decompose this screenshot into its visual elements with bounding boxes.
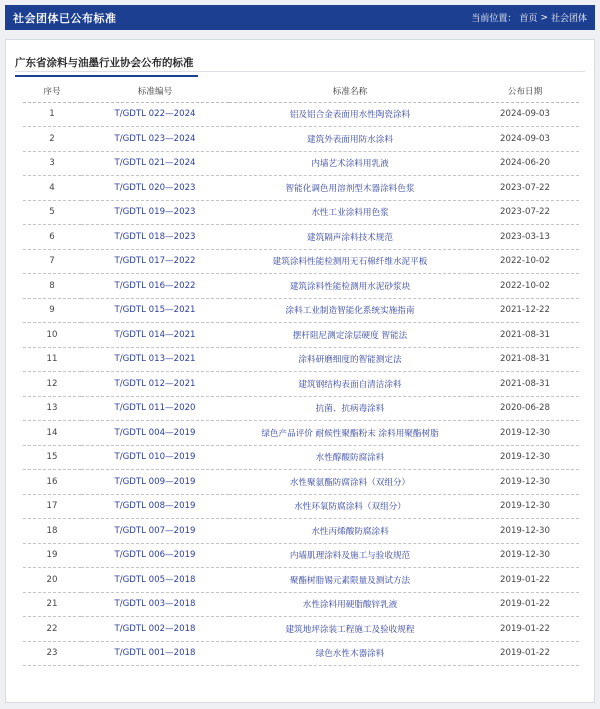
cell-text: 2019-12-30 [500,501,550,512]
cell-index [23,519,81,544]
standard-name-link[interactable]: 涂料研磨细度的智能测定法 [298,355,402,366]
standard-code-link[interactable]: T/GDTL 008—2019 [114,501,196,512]
cell-date [471,568,579,593]
table-row [23,200,579,225]
cell-text: 2021-12-22 [500,305,550,316]
cell-text: 2021-08-31 [500,354,550,365]
cell-text: 2019-12-30 [500,476,550,487]
standard-name-link[interactable]: 聚酯树脂锡元素限量及测试方法 [289,575,411,586]
cell-date [471,372,579,397]
column-header-index: 序号 [23,80,81,102]
cell-name [229,568,471,593]
standard-name-link[interactable]: 建筑外表面用防水涂料 [307,134,393,145]
table-row [23,102,579,127]
cell-name [229,298,471,323]
cell-code [81,445,229,470]
cell-index [23,470,81,495]
breadcrumb-label: 当前位置： [471,14,517,24]
cell-name [229,421,471,446]
cell-date [471,421,579,446]
cell-text: 6 [49,231,55,242]
cell-index [23,568,81,593]
cell-code [81,494,229,519]
table-row [23,347,579,372]
standard-code-link[interactable]: T/GDTL 010—2019 [114,452,196,463]
table-row [23,225,579,250]
standard-code-link[interactable]: T/GDTL 005—2018 [114,574,196,585]
cell-date [471,127,579,152]
table-header-row [23,80,579,102]
cell-text: 9 [49,305,55,316]
cell-index [23,323,81,348]
breadcrumb-separator: > [540,12,548,23]
cell-text: 18 [46,525,58,536]
standard-name-link[interactable]: 水性环氧防腐涂料（双组分） [294,502,406,513]
cell-text: 12 [46,378,58,389]
standard-code-link[interactable]: T/GDTL 001—2018 [114,648,196,659]
standards-panel [5,39,595,703]
breadcrumb-home-link[interactable]: 首页 [519,14,538,24]
cell-code [81,347,229,372]
cell-text: 10 [46,329,58,340]
cell-index [23,592,81,617]
table-row [23,543,579,568]
cell-code [81,200,229,225]
table-row [23,396,579,421]
cell-text: 2019-12-30 [500,452,550,463]
cell-name [229,519,471,544]
cell-date [471,617,579,642]
cell-text: 2019-12-30 [500,427,550,438]
cell-text: 2 [49,133,55,144]
cell-date [471,543,579,568]
cell-index [23,372,81,397]
cell-code [81,592,229,617]
cell-name [229,249,471,274]
table-row [23,298,579,323]
cell-text: 16 [46,476,58,487]
cell-text: 2024-09-03 [500,133,550,144]
table-row [23,470,579,495]
standard-name-link[interactable]: 水性涂料用硬脂酸锌乳液 [302,600,398,611]
cell-text: 2019-01-22 [500,574,550,585]
cell-text: 15 [46,452,58,463]
standard-name-link[interactable]: 建筑隔声涂料技术规范 [307,232,393,243]
cell-code [81,176,229,201]
standard-code-link[interactable]: T/GDTL 019—2023 [114,207,196,218]
cell-name [229,200,471,225]
standard-name-link[interactable]: 智能化调色用溶剂型木器涂料色浆 [285,183,415,194]
standard-name-link[interactable]: 水性丙烯酸防腐涂料 [311,526,389,537]
standard-name-link[interactable]: 水性醇酸防腐涂料 [315,453,385,464]
page-header-bar [5,5,595,30]
cell-date [471,347,579,372]
cell-text: 21 [46,599,58,610]
table-row [23,249,579,274]
standard-name-link[interactable]: 绿色产品评价 耐候性聚酯粉末 涂料用聚酯树脂 [261,428,439,439]
table-row [23,494,579,519]
standard-code-link[interactable]: T/GDTL 013—2021 [114,354,196,365]
cell-name [229,396,471,421]
cell-name [229,543,471,568]
cell-code [81,323,229,348]
cell-name [229,494,471,519]
cell-code [81,225,229,250]
cell-text: 1 [49,109,55,120]
cell-date [471,176,579,201]
breadcrumb-current-link[interactable]: 社会团体 [550,14,587,24]
table-row [23,176,579,201]
table-row [23,274,579,299]
cell-index [23,225,81,250]
column-header-date: 公布日期 [471,80,579,102]
table-row [23,323,579,348]
cell-name [229,347,471,372]
cell-date [471,323,579,348]
cell-code [81,568,229,593]
cell-index [23,445,81,470]
cell-date [471,470,579,495]
standard-name-link[interactable]: 水性聚氨酯防腐涂料（双组分） [289,477,411,488]
cell-text: 2023-07-22 [500,207,550,218]
cell-code [81,372,229,397]
cell-date [471,249,579,274]
standard-name-link[interactable]: 绿色水性木器涂料 [315,649,385,660]
cell-text: 22 [46,623,58,634]
table-row [23,641,579,666]
cell-text: 2019-01-22 [500,648,550,659]
cell-code [81,641,229,666]
cell-text: 2019-12-30 [500,550,550,561]
page-title: 社会团体已公布标准 [13,11,117,25]
cell-text: 2020-06-28 [500,403,550,414]
cell-date [471,592,579,617]
cell-text: 11 [46,354,58,365]
standard-name-link[interactable]: 铝及铝合金表面用水性陶瓷涂料 [289,110,411,121]
standard-code-link[interactable]: T/GDTL 016—2022 [114,280,196,291]
cell-text: 2022-10-02 [500,280,550,291]
cell-text: 8 [49,280,55,291]
standard-name-link[interactable]: 摆杆阻尼测定涂层硬度 智能法 [292,330,408,341]
cell-index [23,641,81,666]
cell-text: 7 [49,256,55,267]
standard-name-link[interactable]: 建筑涂料性能检测用无石棉纤维水泥平板 [272,257,428,268]
standards-table [23,80,579,666]
cell-text: 14 [46,427,58,438]
cell-index [23,298,81,323]
cell-date [471,298,579,323]
cell-text: 2023-03-13 [500,231,550,242]
cell-text: 13 [46,403,58,414]
standard-code-link[interactable]: T/GDTL 017—2022 [114,256,196,267]
standard-code-link[interactable]: T/GDTL 023—2024 [114,133,196,144]
cell-name [229,323,471,348]
standard-name-link[interactable]: 建筑钢结构表面自清洁涂料 [298,379,402,390]
cell-text: 2022-10-02 [500,256,550,267]
cell-date [471,151,579,176]
cell-index [23,200,81,225]
cell-name [229,102,471,127]
standard-code-link[interactable]: T/GDTL 022—2024 [114,109,196,120]
standard-code-link[interactable]: T/GDTL 006—2019 [114,550,196,561]
cell-text: 2021-08-31 [500,329,550,340]
cell-text: 3 [49,158,55,169]
table-row [23,445,579,470]
standard-code-link[interactable]: T/GDTL 007—2019 [114,525,196,536]
cell-index [23,396,81,421]
cell-name [229,127,471,152]
cell-name [229,470,471,495]
table-row [23,421,579,446]
cell-code [81,127,229,152]
cell-index [23,102,81,127]
cell-code [81,102,229,127]
standard-name-link[interactable]: 水性工业涂料用色浆 [311,208,389,219]
table-row [23,568,579,593]
standard-code-link[interactable]: T/GDTL 021—2024 [114,158,196,169]
cell-index [23,176,81,201]
cell-text: 17 [46,501,58,512]
table-row [23,127,579,152]
standard-code-link[interactable]: T/GDTL 018—2023 [114,231,196,242]
cell-code [81,421,229,446]
cell-date [471,396,579,421]
standard-code-link[interactable]: T/GDTL 020—2023 [114,182,196,193]
table-row [23,151,579,176]
cell-name [229,445,471,470]
cell-code [81,470,229,495]
cell-date [471,519,579,544]
cell-code [81,298,229,323]
table-row [23,372,579,397]
table-row [23,617,579,642]
cell-date [471,445,579,470]
standard-code-link[interactable]: T/GDTL 004—2019 [114,427,196,438]
cell-name [229,151,471,176]
standard-name-link[interactable]: 建筑地坪涂装工程施工及验收规程 [285,624,415,635]
table-row [23,519,579,544]
cell-text: 2023-07-22 [500,182,550,193]
cell-date [471,225,579,250]
cell-text: 19 [46,550,58,561]
panel-header [15,51,585,72]
cell-code [81,519,229,544]
cell-date [471,274,579,299]
cell-text: 20 [46,574,58,585]
standard-code-link[interactable]: T/GDTL 002—2018 [114,623,196,634]
standard-code-link[interactable]: T/GDTL 011—2020 [114,403,196,414]
cell-text: 2019-01-22 [500,599,550,610]
cell-index [23,249,81,274]
cell-date [471,494,579,519]
cell-code [81,274,229,299]
cell-index [23,617,81,642]
cell-name [229,225,471,250]
standard-name-link[interactable]: 建筑涂料性能检测用水泥砂浆块 [289,281,411,292]
cell-text: 5 [49,207,55,218]
standard-name-link[interactable]: 涂料工业制造智能化系统实施指南 [285,306,415,317]
standard-name-link[interactable]: 抗菌、抗病毒涂料 [315,404,385,415]
table-row [23,592,579,617]
cell-name [229,592,471,617]
cell-text: 2019-12-30 [500,525,550,536]
cell-index [23,347,81,372]
cell-index [23,421,81,446]
standard-name-link[interactable]: 内墙肌理涂料及施工与验收规范 [289,551,411,562]
cell-text: 23 [46,648,58,659]
cell-date [471,102,579,127]
column-header-code: 标准编号 [81,80,229,102]
cell-text: 4 [49,182,55,193]
cell-index [23,543,81,568]
column-header-name: 标准名称 [229,80,471,102]
cell-index [23,274,81,299]
standard-code-link[interactable]: T/GDTL 014—2021 [114,329,196,340]
standard-code-link[interactable]: T/GDTL 012—2021 [114,378,196,389]
standard-code-link[interactable]: T/GDTL 003—2018 [114,599,196,610]
standard-code-link[interactable]: T/GDTL 009—2019 [114,476,196,487]
panel-title: 广东省涂料与油墨行业协会公布的标准 [15,56,198,77]
cell-name [229,176,471,201]
cell-index [23,494,81,519]
cell-date [471,200,579,225]
cell-date [471,641,579,666]
breadcrumb [471,11,587,24]
cell-code [81,396,229,421]
cell-name [229,641,471,666]
cell-code [81,249,229,274]
standard-name-link[interactable]: 内墙艺术涂料用乳液 [311,159,389,170]
cell-name [229,274,471,299]
cell-code [81,543,229,568]
cell-text: 2024-06-20 [500,158,550,169]
standard-code-link[interactable]: T/GDTL 015—2021 [114,305,196,316]
cell-index [23,151,81,176]
cell-code [81,617,229,642]
cell-code [81,151,229,176]
cell-text: 2021-08-31 [500,378,550,389]
cell-text: 2019-01-22 [500,623,550,634]
cell-text: 2024-09-03 [500,109,550,120]
cell-name [229,617,471,642]
cell-name [229,372,471,397]
cell-index [23,127,81,152]
